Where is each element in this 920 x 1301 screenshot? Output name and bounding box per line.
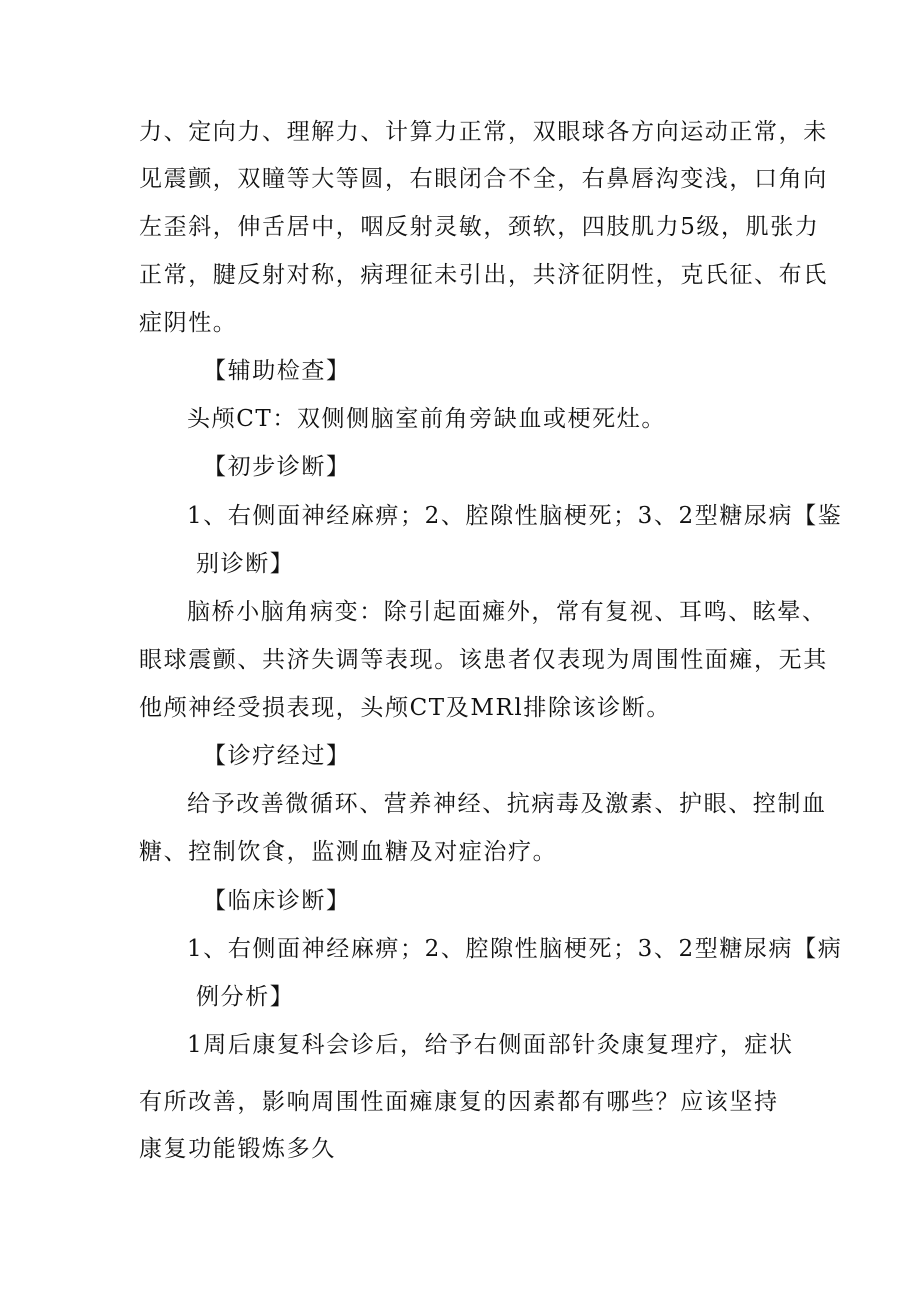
paragraph-line: 左歪斜，伸舌居中，咽反射灵敏，颈软，四肢肌力5级，肌张力 — [139, 214, 820, 240]
section-heading-clinical-diagnosis: 【临床诊断】 — [203, 888, 351, 914]
paragraph-line: 症阴性。 — [139, 310, 238, 336]
paragraph-line: 正常，腱反射对称，病理征未引出，共济征阴性，克氏征、布氏 — [139, 262, 828, 288]
section-heading-case-analysis: 例分析】 — [196, 984, 295, 1010]
paragraph-line: 1周后康复科会诊后，给予右侧面部针灸康复理疗，症状 — [187, 1032, 794, 1058]
paragraph-line: 1、右侧面神经麻痹；2、腔隙性脑梗死；3、2型糖尿病【鉴 — [187, 503, 843, 529]
paragraph-line: 他颅神经受损表现，头颅CT及MRl排除该诊断。 — [139, 695, 671, 721]
section-heading-treatment-course: 【诊疗经过】 — [203, 743, 351, 769]
paragraph-line: 糖、控制饮食，监测血糖及对症治疗。 — [139, 839, 558, 865]
section-heading-auxiliary-exam: 【辅助检查】 — [203, 358, 351, 384]
section-heading-preliminary-diagnosis: 【初步诊断】 — [203, 454, 351, 480]
paragraph-line: 头颅CT：双侧侧脑室前角旁缺血或梗死灶。 — [187, 406, 666, 432]
paragraph-line: 脑桥小脑角病变：除引起面瘫外，常有复视、耳鸣、眩晕、 — [187, 599, 827, 625]
paragraph-line: 1、右侧面神经麻痹；2、腔隙性脑梗死；3、2型糖尿病【病 — [187, 936, 843, 962]
paragraph-line: 有所改善，影响周围性面瘫康复的因素都有哪些？应该坚持 — [139, 1089, 779, 1115]
paragraph-line: 力、定向力、理解力、计算力正常，双眼球各方向运动正常，未 — [139, 119, 828, 145]
paragraph-line: 给予改善微循环、营养神经、抗病毒及激素、护眼、控制血 — [187, 791, 827, 817]
paragraph-line: 眼球震颤、共济失调等表现。该患者仅表现为周围性面瘫，无其 — [139, 647, 828, 673]
paragraph-line: 见震颤，双瞳等大等圆，右眼闭合不全，右鼻唇沟变浅，口角向 — [139, 166, 828, 192]
paragraph-line: 康复功能锻炼多久 — [139, 1136, 336, 1162]
section-heading-differential-diagnosis: 别诊断】 — [196, 551, 295, 577]
